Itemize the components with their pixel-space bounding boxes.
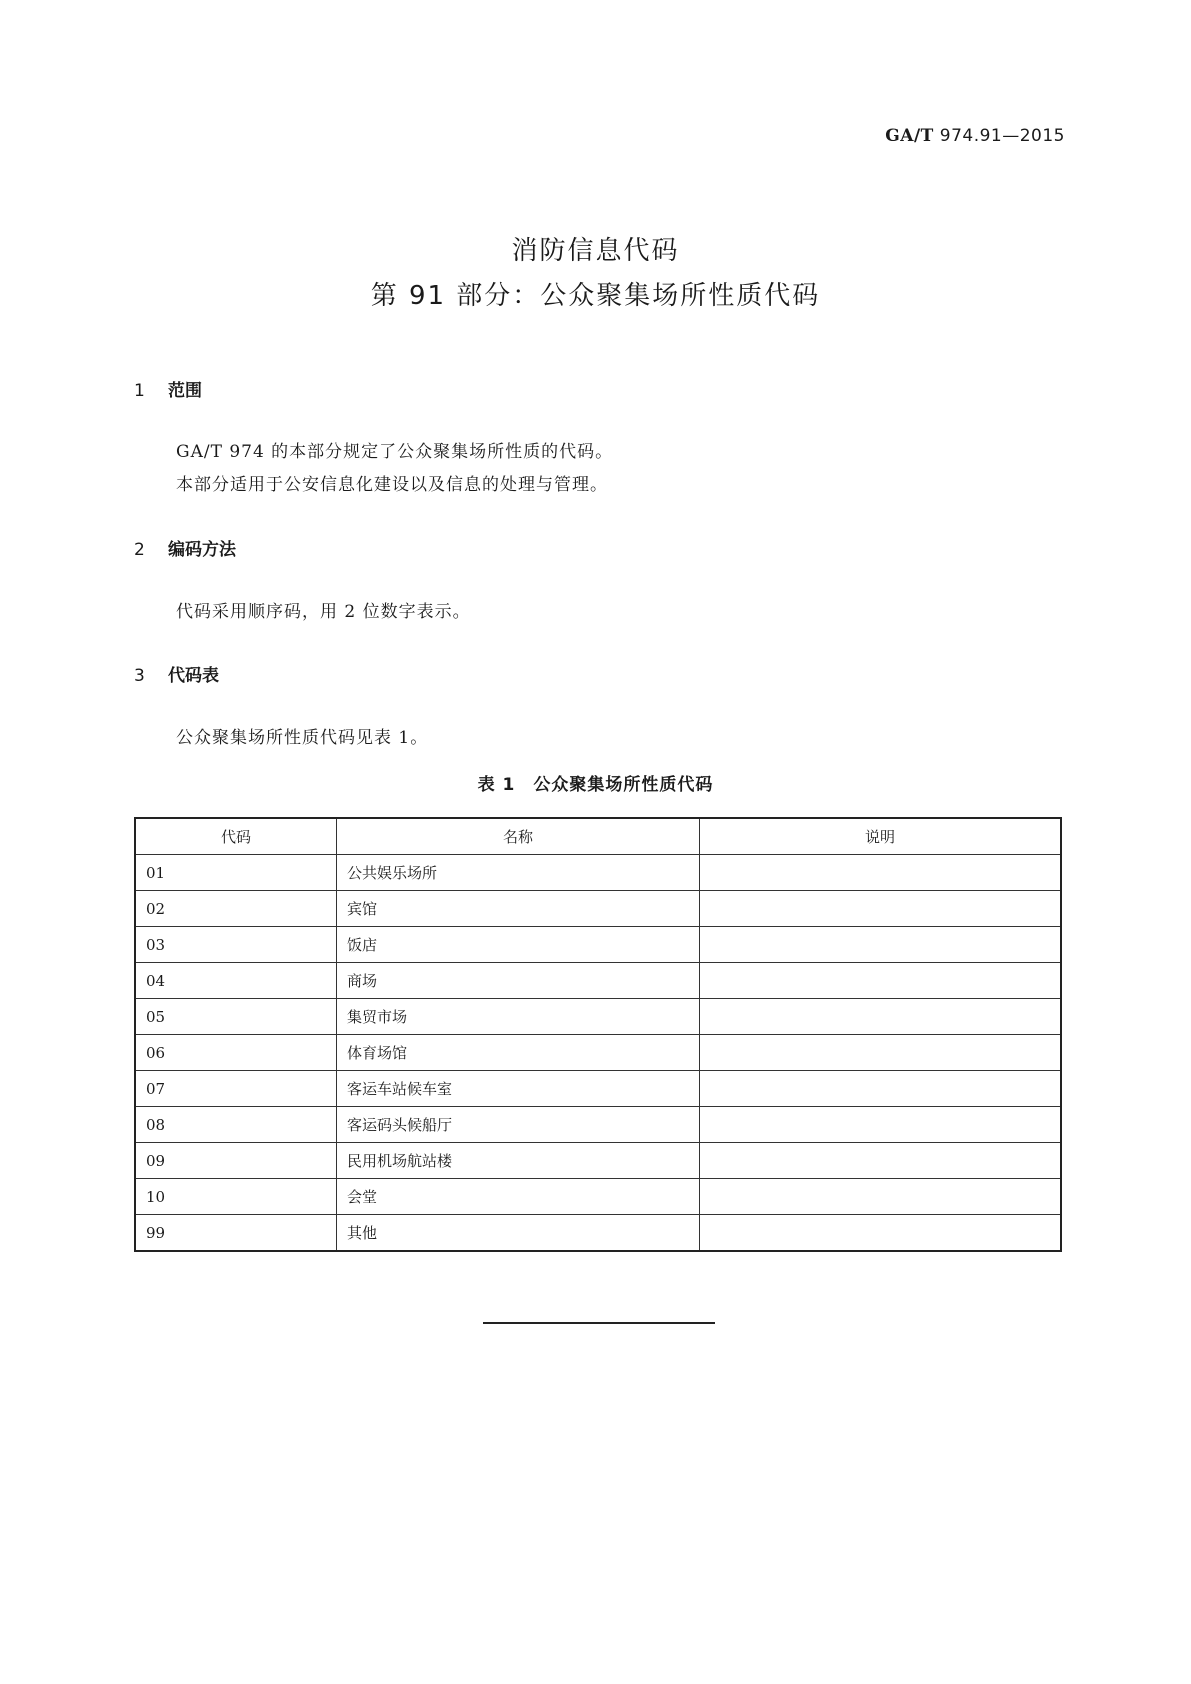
description-cell (700, 1035, 1062, 1071)
code-cell: 09 (135, 1143, 337, 1179)
description-cell (700, 999, 1062, 1035)
description-cell (700, 1071, 1062, 1107)
standard-number (885, 126, 1065, 146)
table-row (135, 855, 1061, 891)
code-cell: 03 (135, 927, 337, 963)
standard-prefix: GA/T (885, 126, 934, 146)
name-cell: 公共娱乐场所 (337, 855, 700, 891)
table-row (135, 963, 1061, 999)
description-cell (700, 891, 1062, 927)
section-heading-code-table (134, 661, 219, 686)
table-row (135, 1143, 1061, 1179)
description-cell (700, 855, 1062, 891)
section-title: 范围 (168, 381, 202, 401)
paragraph: 本部分适用于公安信息化建设以及信息的处理与管理。 (176, 475, 608, 495)
section-number: 3 (134, 666, 145, 686)
paragraph: 公众聚集场所性质代码见表 1。 (176, 728, 429, 748)
code-cell: 07 (135, 1071, 337, 1107)
code-cell: 02 (135, 891, 337, 927)
code-cell: 06 (135, 1035, 337, 1071)
description-cell (700, 963, 1062, 999)
table-row (135, 1107, 1061, 1143)
table-row (135, 1215, 1061, 1252)
paragraph: 代码采用顺序码，用 2 位数字表示。 (176, 602, 471, 622)
code-cell: 04 (135, 963, 337, 999)
header-name: 名称 (337, 818, 700, 855)
table-row (135, 891, 1061, 927)
document-title: 消防信息代码 (511, 236, 680, 266)
name-cell: 体育场馆 (337, 1035, 700, 1071)
name-cell: 客运码头候船厅 (337, 1107, 700, 1143)
code-cell: 05 (135, 999, 337, 1035)
header-code: 代码 (135, 818, 337, 855)
name-cell: 民用机场航站楼 (337, 1143, 700, 1179)
description-cell (700, 1107, 1062, 1143)
document-subtitle: 第 91 部分：公众聚集场所性质代码 (370, 281, 821, 311)
name-cell: 宾馆 (337, 891, 700, 927)
name-cell: 其他 (337, 1215, 700, 1252)
table-row (135, 1071, 1061, 1107)
description-cell (700, 1215, 1062, 1252)
paragraph: GA/T 974 的本部分规定了公众聚集场所性质的代码。 (176, 442, 614, 462)
table-row (135, 1035, 1061, 1071)
section-number: 2 (134, 540, 145, 560)
name-cell: 集贸市场 (337, 999, 700, 1035)
table-header-row (135, 818, 1061, 855)
section-title: 代码表 (168, 666, 219, 686)
name-cell: 会堂 (337, 1179, 700, 1215)
section-number: 1 (134, 381, 145, 401)
code-cell: 01 (135, 855, 337, 891)
section-heading-coding (134, 535, 236, 560)
description-cell (700, 1143, 1062, 1179)
end-of-document-line (483, 1322, 715, 1324)
name-cell: 饭店 (337, 927, 700, 963)
description-cell (700, 927, 1062, 963)
code-cell: 08 (135, 1107, 337, 1143)
code-table (134, 817, 1062, 1252)
section-heading-scope (134, 376, 202, 401)
table-row (135, 999, 1061, 1035)
name-cell: 商场 (337, 963, 700, 999)
code-cell: 99 (135, 1215, 337, 1252)
name-cell: 客运车站候车室 (337, 1071, 700, 1107)
header-description: 说明 (700, 818, 1062, 855)
description-cell (700, 1179, 1062, 1215)
standard-code: 974.91—2015 (939, 126, 1065, 146)
table-row (135, 927, 1061, 963)
section-title: 编码方法 (168, 540, 236, 560)
code-cell: 10 (135, 1179, 337, 1215)
table-caption: 表 1 公众聚集场所性质代码 (477, 775, 714, 795)
table-row (135, 1179, 1061, 1215)
